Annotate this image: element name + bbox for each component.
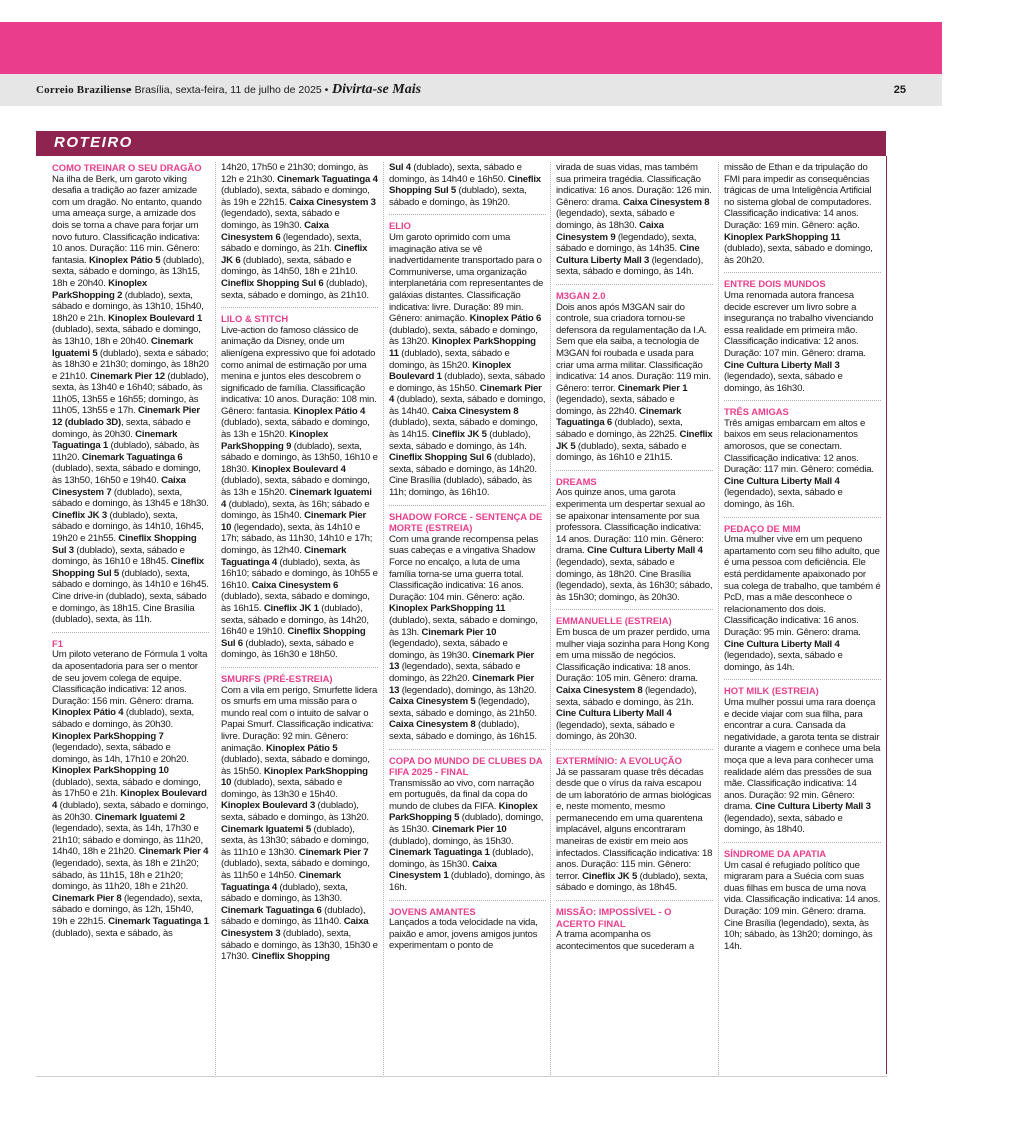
listing-title: DREAMS	[556, 475, 597, 487]
listing-entry	[724, 278, 881, 401]
listing-title: SHADOW FORCE - SENTENÇA DE MORTE (ESTREIA)	[389, 510, 543, 534]
column-divider	[718, 162, 719, 1077]
listing-body: Com a vila em perigo, Smurfette lidera os smurfs em uma missão para o mundo real com o intuito de salvar o Papai Smurf. Classificação indicativa: livre. Duração: 92 min. Gênero: animação. Kinoplex Pátio 5 (dublado), sexta, sábado e domingo, às 15h50. Kinoplex ParkShopping 10 (dublado), sexta, sábado e domingo, às 13h30 e 15h40. Kinoplex Boulevard 3 (dublado), sexta, sábado e domingo, às 13h20. Cinemark Iguatemi 5 (dublado), sexta, às 13h30; sábado e domingo, às 11h10 e 13h30. Cinemark Pier 7 (dublado), sexta, sábado e domingo, às 11h50 e 14h50. Cinemark Taguatinga 4 (dublado), sexta, sábado e domingo, às 13h30. Cinemark Taguatinga 6 (dublado), sábado e domingo, às 11h40. Caixa Cinesystem 3 (dublado), sexta, sábado e domingo, às 13h30, 15h30 e 17h30. Cineflix Shopping	[221, 684, 378, 963]
listing-entry	[389, 162, 546, 215]
listing-body: Live-action do famoso clássico de animação da Disney, onde um alienígena expressivo que foi adotado como animal de estimação por uma menina e juntos eles descobrem o significado de família. Classificação indicativa: 10 anos. Duração: 108 min. Gênero: fantasia. Kinoplex Pátio 4 (dublado), sexta, sábado e domingo, às 13h e 15h20. Kinoplex ParkShopping 9 (dublado), sexta, sábado e domingo, às 13h50, 16h10 e 18h30. Kinoplex Boulevard 4 (dublado), sexta, sábado e domingo, às 13h e 15h20. Cinemark Iguatemi 4 (dublado), sexta, às 16h; sábado e domingo, às 15h40. Cinemark Pier 10 (legendado), sexta, às 14h10 e 17h; sábado, às 11h30, 14h10 e 17h; domingo, às 12h40. Cinemark Taguatinga 4 (dublado), sexta, às 16h10; sábado e domingo, às 10h55 e 16h10. Caixa Cinesystem 6 (dublado), sexta, sábado e domingo, às 16h15. Cineflix JK 1 (dublado), sexta, sábado e domingo, às 14h20, 16h40 e 19h10. Cineflix Shopping Sul 6 (dublado), sexta, sábado e domingo, às 16h30 e 18h50.	[221, 324, 378, 661]
listing-title: TRÊS AMIGAS	[724, 406, 789, 418]
listing-entry	[221, 162, 378, 308]
listing-entry	[556, 476, 713, 611]
listing-entry	[52, 638, 209, 945]
section-banner	[36, 131, 886, 156]
listing-entry	[52, 162, 209, 633]
column-2	[221, 162, 378, 1074]
listing-entry	[724, 848, 881, 958]
column-1	[52, 162, 209, 1074]
listing-entry	[389, 511, 546, 750]
listing-body: Três amigas embarcam em altos e baixos em seus relacionamentos amorosos, que se conectam. Classificação indicativa: 12 anos. Duração: 117 min. Gênero: comédia. Cine Cultura Liberty Mall 4 (legendado), sexta, sábado e domingo, às 16h.	[724, 417, 874, 511]
listing-body: Uma mulher vive em um pequeno apartamento com seu filho adulto, que é uma pessoa com deficiência. Ele está perdidamente apaixonado por sua colega de trabalho, que também é PcD, mas a mãe desconhece o relacionamento dos dois. Classificação indicativa: 16 anos. Duração: 95 min. Gênero: drama. Cine Cultura Liberty Mall 4 (legendado), sexta, sábado e domingo, às 14h.	[724, 534, 881, 673]
listing-title: MISSÃO: IMPOSSÍVEL - O ACERTO FINAL	[556, 906, 672, 929]
listing-body: Lançados a toda velocidade na vida, paixão e amor, jovens amigos juntos experimentam o ponto de	[389, 917, 538, 952]
listing-entry	[724, 162, 881, 273]
section-title: ROTEIRO	[54, 134, 133, 151]
listing-entry	[389, 755, 546, 901]
listing-body: Transmissão ao vivo, com narração em português, da final da copa do mundo de clubes da FIFA. Kinoplex ParkShopping 5 (dublado), domingo, às 15h30. Cinemark Pier 10 (dublado), domingo, às 15h30. Cinemark Taguatinga 1 (dublado), domingo, às 15h30. Caixa Cinesystem 1 (dublado), domingo, às 16h.	[389, 777, 545, 894]
column-divider	[383, 162, 384, 1077]
listing-title: JOVENS AMANTES	[389, 905, 476, 917]
supplement-name: Divirta-se Mais	[332, 82, 422, 97]
listing-body: Dois anos após M3GAN sair do controle, sua criadora tornou-se defensora da regulamentação da I.A. Sem que ela saiba, a tecnologia de M3GAN foi roubada e usada para criar uma arma militar. Classificação indicativa: 14 anos. Duração: 119 min. Gênero: terror. Cinemark Pier 1 (legendado), sexta, sábado e domingo, às 22h40. Cinemark Taguatinga 6 (dublado), sexta, sábado e domingo, às 22h25. Cineflix JK 5 (dublado), sexta, sábado e domingo, às 16h10 e 21h15.	[556, 301, 713, 464]
listing-title: F1	[52, 637, 63, 649]
listing-entry	[389, 906, 546, 958]
listing-title: LILO & STITCH	[221, 313, 289, 325]
listing-title: COPA DO MUNDO DE CLUBES DA FIFA 2025 - FINAL	[389, 754, 543, 778]
listing-title: COMO TREINAR O SEU DRAGÃO	[52, 162, 202, 173]
column-divider	[215, 162, 216, 1077]
listing-body: A trama acompanha os acontecimentos que sucederam a	[556, 929, 694, 952]
listing-title: HOT MILK (ESTREIA)	[724, 685, 819, 697]
listing-body: Aos quinze anos, uma garota experimenta um despertar sexual ao se apaixonar intensamente por sua professora. Classificação indicativa: 14 anos. Duração: 110 min. Gênero: drama. Cine Cultura Liberty Mall 4 (legendado), sexta, sábado e domingo, às 18h20. Cine Brasília (legendado), sexta, às 16h30; sábado, às 15h30; domingo, às 20h30.	[556, 487, 713, 603]
listing-entry	[724, 685, 881, 843]
listing-body: Um garoto oprimido com uma imaginação ativa se vê inadvertidamente transportado para o Communiverse, uma organização interplanetária com representantes de galáxias distantes. Classificação indicativa: livre. Duração: 89 min. Gênero: animação. Kinoplex Pátio 6 (dublado), sexta, sábado e domingo, às 13h20. Kinoplex ParkShopping 11 (dublado), sexta, sábado e domingo, às 15h20. Kinoplex Boulevard 1 (dublado), sexta, sábado e domingo, às 15h50. Cinemark Pier 4 (dublado), sexta, sábado e domingo, às 14h40. Caixa Cinesystem 8 (dublado), sexta, sábado e domingo, às 14h15. Cineflix JK 5 (dublado), sexta, sábado e domingo, às 14h. Cineflix Shopping Sul 6 (dublado), sexta, sábado e domingo, às 14h20. Cine Brasília (dublado), sábado, às 11h; domingo, às 16h10.	[389, 231, 546, 499]
listing-entry	[556, 755, 713, 901]
publication-name: Correio Braziliense	[36, 84, 131, 96]
listing-entry	[724, 406, 881, 517]
listing-body: Sul 4 (dublado), sexta, sábado e domingo, às 14h40 e 16h50. Cineflix Shopping Sul 5 (dublado), sexta, sábado e domingo, às 19h20.	[389, 162, 541, 208]
listing-body: Na ilha de Berk, um garoto viking desafia a tradição ao fazer amizade com um dragão. No entanto, quando uma ameaça surge, a amizade dos dois se torna a chave para forjar um novo futuro. Classificação indicativa: 10 anos. Duração: 116 min. Gênero: fantasia. Kinoplex Pátio 5 (dublado), sexta, sábado e domingo, às 13h15, 18h e 20h40. Kinoplex ParkShopping 2 (dublado), sexta, sábado e domingo, às 13h10, 15h40, 18h20 e 21h. Kinoplex Boulevard 1 (dublado), sexta, sábado e domingo, às 13h10, 18h e 20h40. Cinemark Iguatemi 5 (dublado), sexta e sábado; às 18h30 e 21h30; domingo, às 18h20 e 21h10. Cinemark Pier 12 (dublado), sexta, às 13h40 e 16h40; sábado, às 11h05, 13h55 e 16h55; domingo, às 11h05, 13h55 e 17h. Cinemark Pier 12 (dublado 3D), sexta, sábado e domingo, às 20h30. Cinemark Taguatinga 1 (dublado), sábado, às 11h20. Cinemark Taguatinga 6 (dublado), sexta, sábado e domingo, às 13h50, 16h50 e 19h40. Caixa Cinesystem 7 (dublado), sexta, sábado e domingo, às 13h45 e 18h30. Cineflix JK 3 (dublado), sexta, sábado e domingo, às 14h10, 16h45, 19h20 e 21h55. Cineflix Shopping Sul 3 (dublado), sexta, sábado e domingo, às 16h10 e 18h45. Cineflix Shopping Sul 5 (dublado), sexta, sábado e domingo, às 14h10 e 16h45. Cine drive-in (dublado), sexta, sábado e domingo, às 18h15. Cine Brasília (dublado), sexta, às 11h.	[52, 173, 209, 626]
listing-body: Com uma grande recompensa pelas suas cabeças e a vingativa Shadow Force no encalço, a luta de uma família torna-se uma guerra total. Classificação indicativa: 16 anos. Duração: 104 min. Gênero: ação. Kinoplex ParkShopping 11 (dublado), sexta, sábado e domingo, às 13h. Cinemark Pier 10 (legendado), sexta, sábado e domingo, às 19h30. Cinemark Pier 13 (legendado), sexta, sábado e domingo, às 22h20. Cinemark Pier 13 (legendado), domingo, às 13h20. Caixa Cinesystem 5 (legendado), sexta, sábado e domingo, às 21h50. Caixa Cinesystem 8 (dublado), sexta, sábado e domingo, às 16h15.	[389, 533, 538, 742]
running-header	[0, 74, 942, 106]
listing-body: Já se passaram quase três décadas desde que o vírus da raiva escapou de um laboratório de armas biológicas e, neste momento, mesmo permanecendo em uma quarentena implacável, alguns encontraram maneiras de existir em meio aos infectados. Classificação indicativa: 18 anos. Duração: 115 min. Gênero: terror. Cineflix JK 5 (dublado), sexta, sábado e domingo, às 18h45.	[556, 766, 713, 894]
listing-body: Uma renomada autora francesa decide escrever um livro sobre a insegurança no trabalho vivenciando essa realidade em primeira mão. Classificação indicativa: 12 anos. Duração: 107 min. Gênero: drama. Cine Cultura Liberty Mall 3 (legendado), sexta, sábado e domingo, às 16h30.	[724, 289, 874, 394]
listing-title: EMMANUELLE (ESTREIA)	[556, 615, 672, 627]
listing-body: Uma mulher possui uma rara doença e decide viajar com sua filha, para encontrar a cura. Cansada da negatividade, a garota tenta se distrair durante a viagem e conhece uma bela moça que a leva para conhecer uma realidade além das pressões de sua mãe. Classificação indicativa: 14 anos. Duração: 92 min. Gênero: drama. Cine Cultura Liberty Mall 3 (legendado), sexta, sábado e domingo, às 18h40.	[724, 696, 881, 836]
dateline: • Brasília, sexta-feira, 11 de julho de 2025 •	[128, 84, 329, 96]
column-4	[556, 162, 713, 1074]
listing-entry	[221, 313, 378, 668]
listing-entry	[556, 290, 713, 471]
top-color-band	[0, 22, 942, 74]
listing-entry	[556, 615, 713, 750]
listing-entry	[556, 906, 713, 958]
listing-title: M3GAN 2.0	[556, 289, 606, 301]
listing-body: missão de Ethan e da tripulação do FMI para impedir as consequências trágicas de uma Inteligência Artificial no sistema global de computadores. Classificação indicativa: 14 anos. Duração: 169 min. Gênero: ação. Kinoplex ParkShopping 11 (dublado), sexta, sábado e domingo, às 20h20.	[724, 162, 873, 266]
listing-body: Um piloto veterano de Fórmula 1 volta da aposentadoria para ser o mentor de seu jovem colega de equipe. Classificação indicativa: 12 anos. Duração: 156 min. Gênero: drama. Kinoplex Pátio 4 (dublado), sexta, sábado e domingo, às 20h30. Kinoplex ParkShopping 7 (legendado), sexta, sábado e domingo, às 14h, 17h10 e 20h20. Kinoplex ParkShopping 10 (dublado), sexta, sábado e domingo, às 17h50 e 21h. Kinoplex Boulevard 4 (dublado), sexta, sábado e domingo, às 20h30. Cinemark Iguatemi 2 (legendado), sexta, às 14h, 17h30 e 21h10; sábado e domingo, às 11h20, 14h40, 18h e 21h20. Cinemark Pier 4 (legendado), sexta, às 18h e 21h20; sábado, às 11h15, 18h e 21h20; domingo, às 11h20, 18h e 21h20. Cinemark Pier 8 (legendado), sexta, sábado e domingo, às 12h, 15h40, 19h e 22h15. Cinemark Taguatinga 1 (dublado), sexta e sábado, às	[52, 649, 209, 939]
listing-body: Um casal é refugiado político que migraram para a Suécia com suas duas filhas em busca de uma nova vida. Classificação indicativa: 14 anos. Duração: 109 min. Gênero: drama. Cine Brasília (legendado), sexta, às 10h; sábado, às 13h20; domingo, às 14h.	[724, 859, 881, 952]
listing-title: PEDAÇO DE MIM	[724, 522, 801, 534]
page-number: 25	[893, 84, 906, 96]
listing-title: ELIO	[389, 220, 411, 232]
listing-entry	[556, 162, 713, 285]
listing-body: Em busca de um prazer perdido, uma mulher viaja sozinha para Hong Kong em uma missão de negócios. Classificação indicativa: 18 anos. Duração: 105 min. Gênero: drama. Caixa Cinesystem 8 (legendado), sexta, sábado e domingo, às 21h. Cine Cultura Liberty Mall 4 (legendado), sexta, sábado e domingo, às 20h30.	[556, 626, 710, 743]
right-border-rule	[886, 156, 887, 1074]
column-5	[724, 162, 881, 1074]
column-3	[389, 162, 546, 1074]
listing-entry	[221, 673, 378, 969]
bottom-rule	[36, 1076, 887, 1077]
listing-title: SMURFS (PRÉ-ESTREIA)	[221, 672, 333, 684]
listing-entry	[724, 523, 881, 681]
listing-title: EXTERMÍNIO: A EVOLUÇÃO	[556, 754, 682, 766]
listing-body: virada de suas vidas, mas também sua primeira tragédia. Classificação indicativa: 16 anos. Duração: 126 min. Gênero: drama. Caixa Cinesystem 8 (legendado), sexta, sábado e domingo, às 18h30. Caixa Cinesystem 9 (legendado), sexta, sábado e domingo, às 14h35. Cine Cultura Liberty Mall 3 (legendado), sexta, sábado e domingo, às 14h.	[556, 162, 712, 278]
listing-entry	[389, 220, 546, 505]
listing-body: 14h20, 17h50 e 21h30; domingo, às 12h e 21h30. Cinemark Taguatinga 4 (dublado), sexta, sábado e domingo, às 19h e 22h15. Caixa Cinesystem 3 (legendado), sexta, sábado e domingo, às 19h30. Caixa Cinesystem 6 (legendado), sexta, sábado e domingo, às 21h. Cineflix JK 6 (dublado), sexta, sábado e domingo, às 14h50, 18h e 21h10. Cineflix Shopping Sul 6 (dublado), sexta, sábado e domingo, às 21h10.	[221, 162, 378, 301]
listing-title: ENTRE DOIS MUNDOS	[724, 278, 826, 290]
column-divider	[550, 162, 551, 1077]
listing-title: SÍNDROME DA APATIA	[724, 848, 827, 860]
